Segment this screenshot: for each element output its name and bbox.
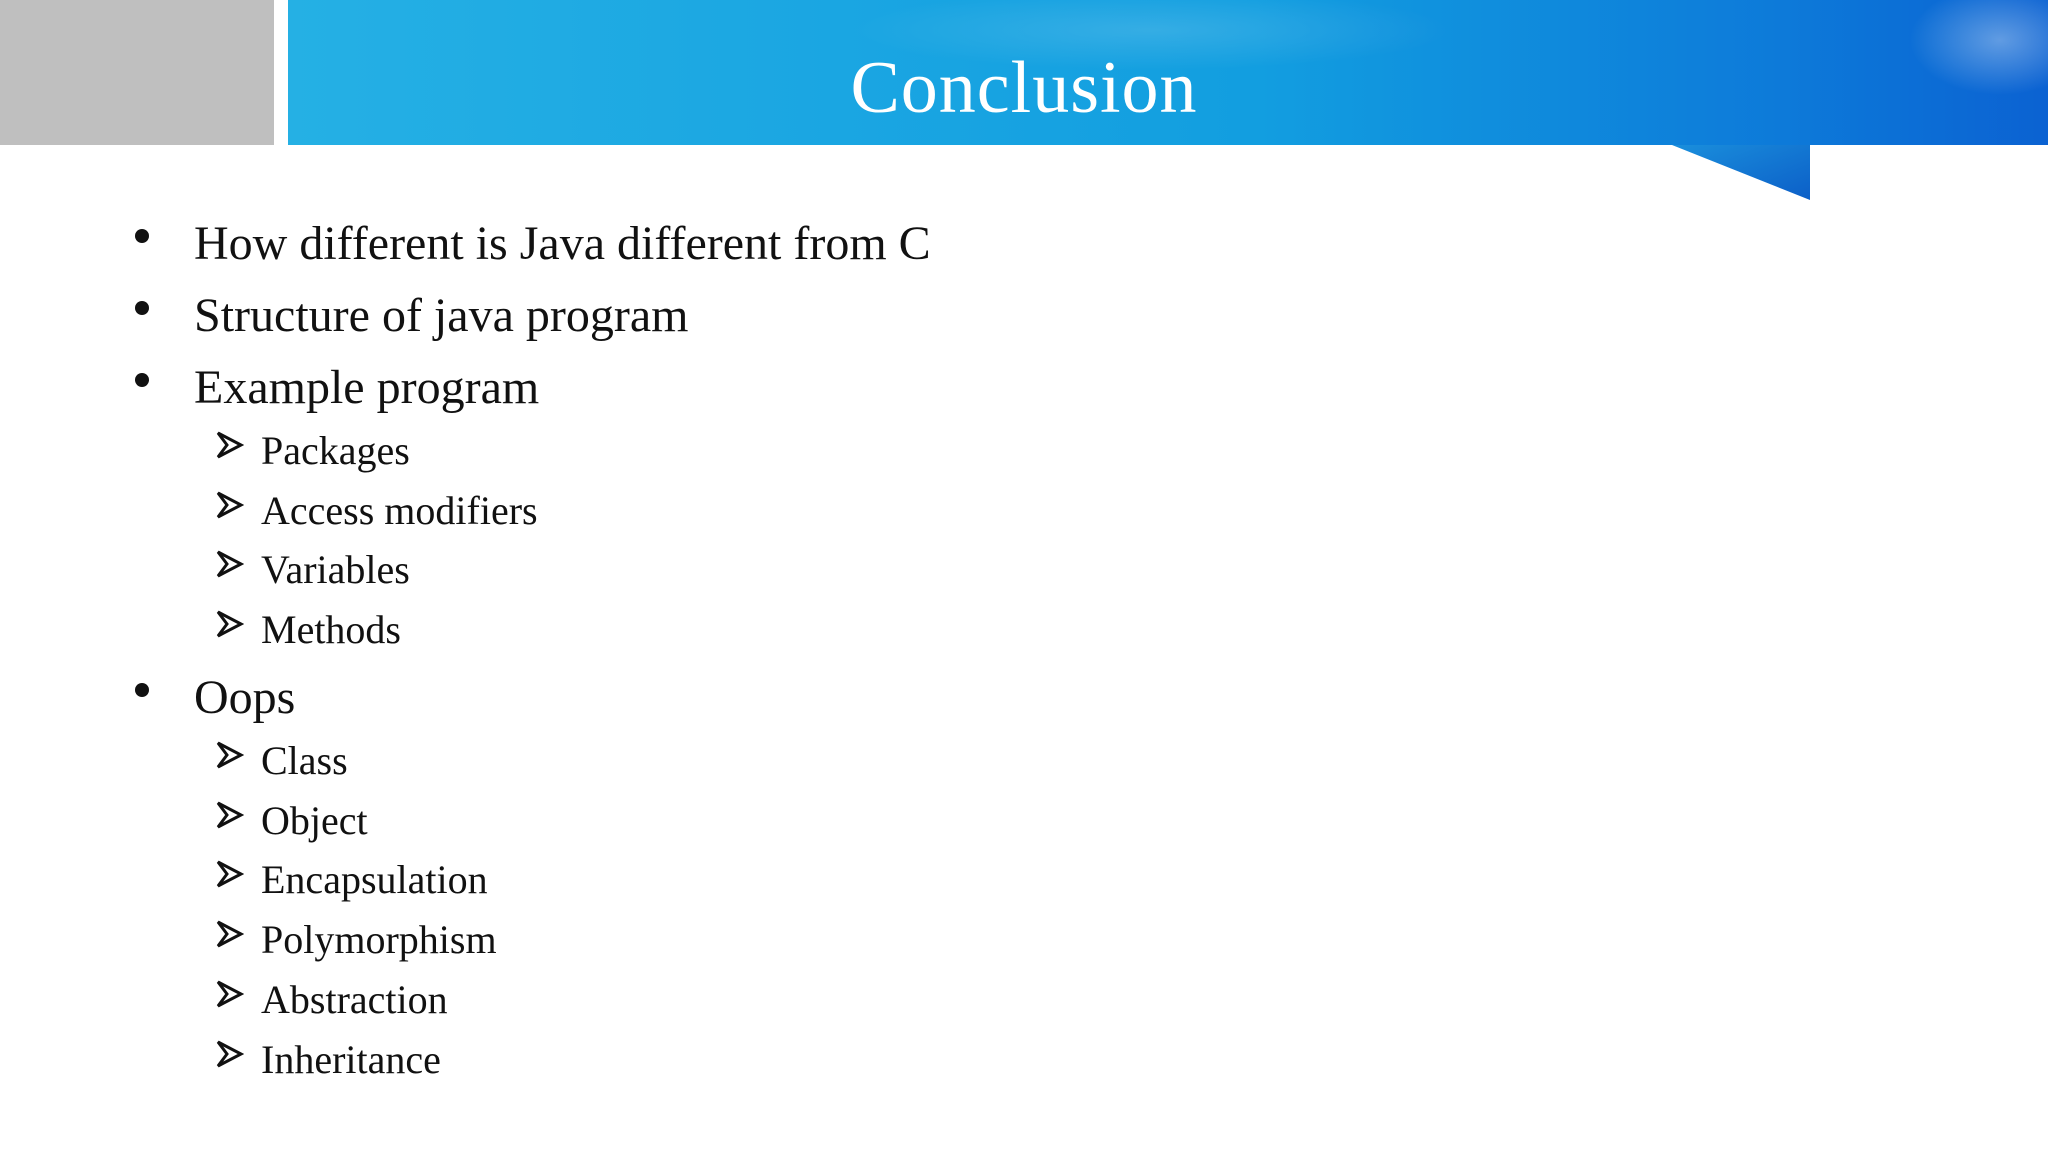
arrow-bullet-icon — [214, 549, 244, 579]
sub-bullet-text: Abstraction — [261, 977, 448, 1022]
arrow-bullet-icon — [214, 800, 244, 830]
sub-bullet-text: Inheritance — [261, 1037, 441, 1082]
arrow-bullet-icon — [214, 740, 244, 770]
bullet-text: How different is Java different from C — [194, 217, 931, 270]
arrow-bullet-icon — [214, 609, 244, 639]
bullet-text: Example program — [194, 361, 540, 414]
sub-bullet-text: Encapsulation — [261, 857, 488, 902]
arrow-bullet-icon — [214, 1039, 244, 1069]
bullet-dot-icon — [135, 683, 149, 697]
sub-bullet-text: Variables — [261, 547, 410, 592]
bullet-dot-icon — [135, 301, 149, 315]
arrow-bullet-icon — [214, 919, 244, 949]
bullet-text: Oops — [194, 671, 296, 724]
bullet-dot-icon — [135, 373, 149, 387]
arrow-bullet-icon — [214, 490, 244, 520]
sub-bullet-text: Object — [261, 798, 368, 843]
arrow-bullet-icon — [214, 979, 244, 1009]
sub-bullet-text: Polymorphism — [261, 917, 497, 962]
sub-bullet-text: Methods — [261, 607, 401, 652]
sub-bullet-text: Access modifiers — [261, 488, 538, 533]
bullet-dot-icon — [135, 229, 149, 243]
slide-title: Conclusion — [850, 47, 1198, 129]
sub-bullet-text: Packages — [261, 428, 410, 473]
arrow-bullet-icon — [214, 430, 244, 460]
sub-bullet-text: Class — [261, 738, 348, 783]
bullet-text: Structure of java program — [194, 289, 689, 342]
arrow-bullet-icon — [214, 859, 244, 889]
